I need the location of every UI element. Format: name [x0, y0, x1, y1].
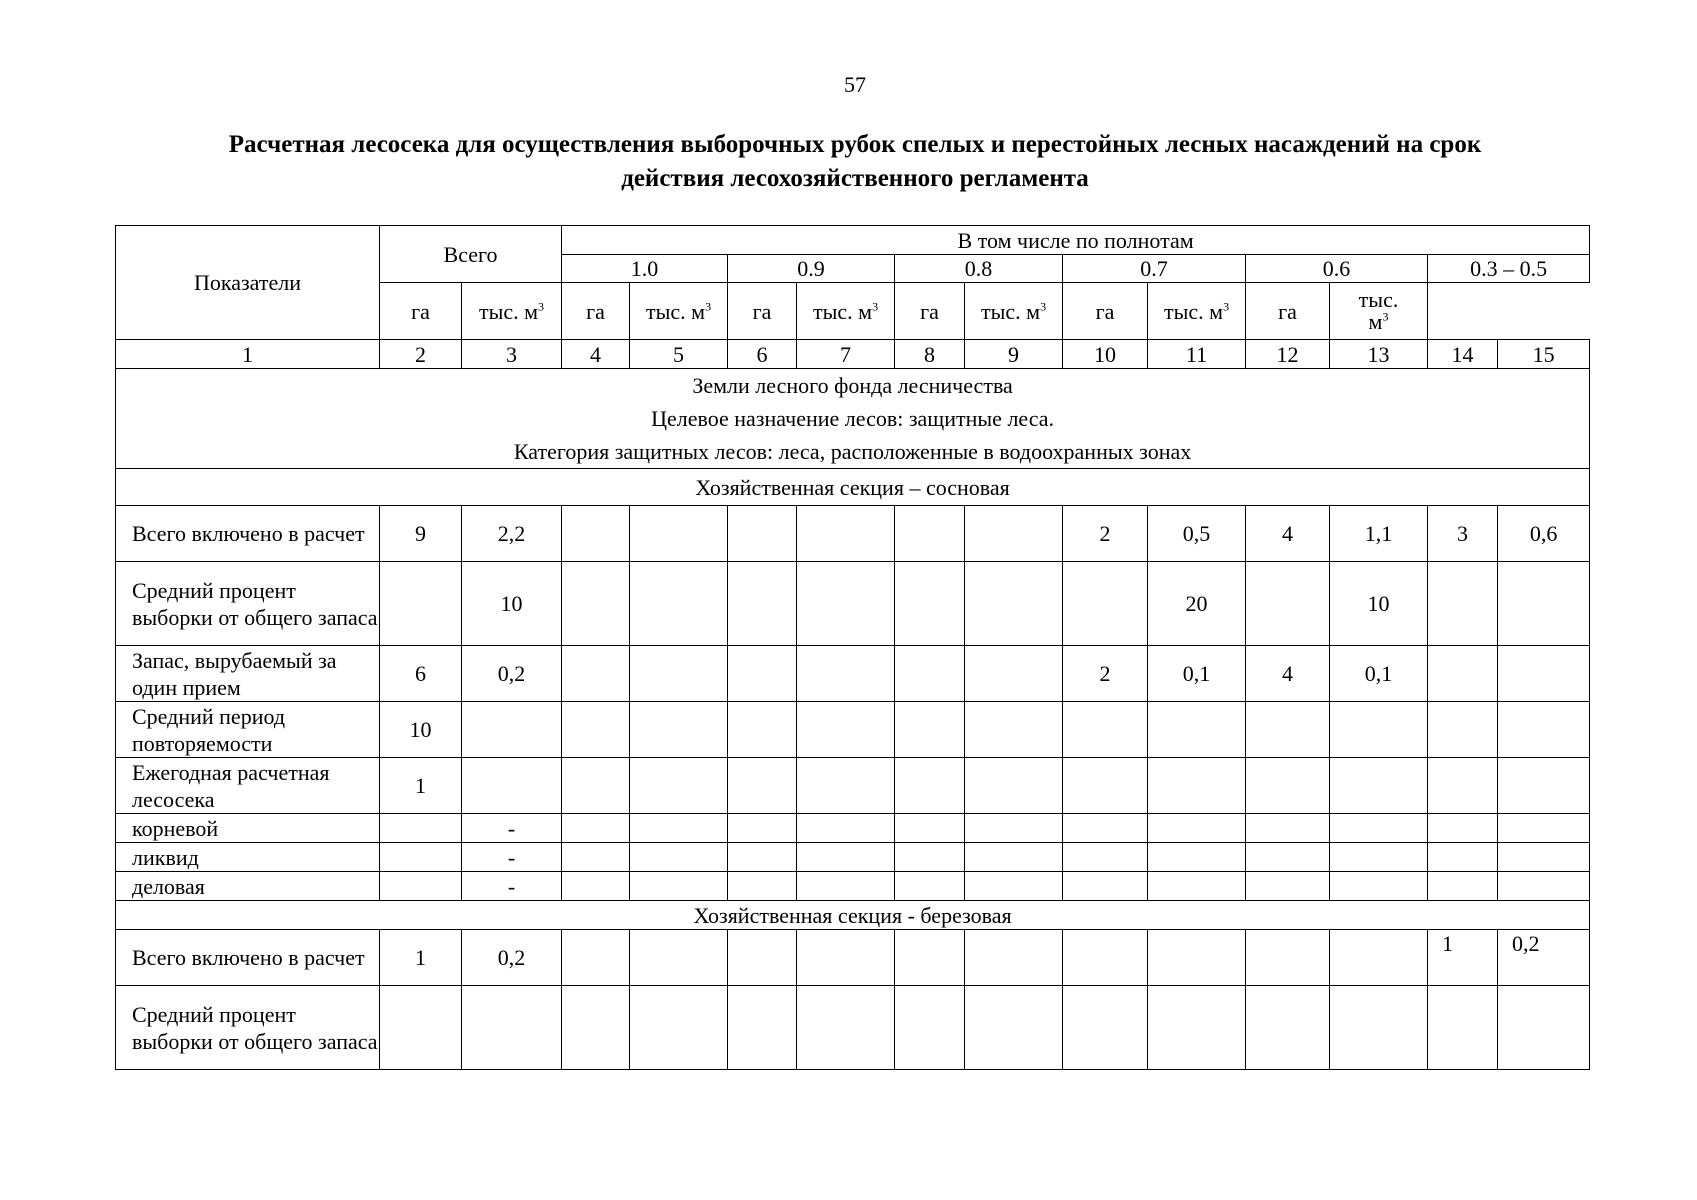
row-label: корневой: [116, 814, 380, 843]
table-cell: [1428, 986, 1498, 1070]
table-cell: [1330, 843, 1428, 872]
table-cell: [1063, 562, 1148, 646]
table-cell: 10: [462, 562, 562, 646]
table-cell: [728, 872, 797, 901]
row-label: Средний процент выборки от общего запаса: [116, 562, 380, 646]
unit-text: тыс. м: [812, 298, 873, 324]
table-cell: [895, 562, 965, 646]
table-cell: [462, 986, 562, 1070]
table-cell: [1246, 562, 1330, 646]
table-cell: 2,2: [462, 506, 562, 562]
table-cell: [1330, 872, 1428, 901]
table-cell: [630, 930, 728, 986]
table-row: [116, 872, 1590, 901]
table-cell: [1428, 758, 1498, 814]
table-cell: [380, 843, 462, 872]
table-row: [116, 758, 1590, 814]
unit-ha: га: [728, 283, 797, 340]
table-cell: [630, 843, 728, 872]
table-cell: [1498, 814, 1590, 843]
table-cell: [1428, 872, 1498, 901]
column-number: 8: [895, 340, 965, 369]
row-label: Всего включено в расчет: [116, 930, 380, 986]
density-group: 0.8: [895, 255, 1063, 283]
table-cell: [1428, 646, 1498, 702]
section-title-pine: Хозяйственная секция – сосновая: [116, 469, 1590, 506]
section-row: [116, 469, 1590, 506]
unit-superscript: 3: [1382, 309, 1389, 324]
table-row: [116, 646, 1590, 702]
table-cell: [1148, 843, 1246, 872]
table-cell: [380, 562, 462, 646]
table-cell: -: [462, 843, 562, 872]
table-cell: [895, 930, 965, 986]
column-number: 12: [1246, 340, 1330, 369]
table-cell: [895, 843, 965, 872]
table-cell: [1498, 872, 1590, 901]
table-cell: [728, 814, 797, 843]
row-label: Запас, вырубаемый за один прием: [116, 646, 380, 702]
unit-m: м: [1368, 309, 1383, 334]
table-cell: [965, 506, 1063, 562]
table-cell: [562, 646, 630, 702]
unit-superscript: 3: [538, 299, 545, 314]
unit-ha: га: [380, 283, 462, 340]
table-cell: [728, 646, 797, 702]
table-cell: 0,1: [1330, 646, 1428, 702]
table-cell: [1148, 930, 1246, 986]
unit-superscript: 3: [1223, 299, 1230, 314]
unit-ha: га: [562, 283, 630, 340]
note-line-3: Категория защитных лесов: леса, расположенные в водоохранных зонах: [513, 439, 1192, 464]
table-cell: [965, 758, 1063, 814]
table-row: [116, 986, 1590, 1070]
table-cell: 1: [380, 758, 462, 814]
table-cell: [630, 506, 728, 562]
density-group: 1.0: [562, 255, 728, 283]
table-cell: -: [462, 814, 562, 843]
table-cell: [1063, 872, 1148, 901]
table-cell: 0,2: [462, 646, 562, 702]
table-cell: [728, 702, 797, 758]
table-cell: [895, 814, 965, 843]
table-cell: [1498, 562, 1590, 646]
table-cell: [630, 814, 728, 843]
table-cell: [1498, 702, 1590, 758]
table-cell: [562, 872, 630, 901]
table-cell: [1246, 702, 1330, 758]
column-number: 9: [965, 340, 1063, 369]
table-cell: [562, 814, 630, 843]
table-cell: [1498, 646, 1590, 702]
table-cell: [1498, 843, 1590, 872]
unit-text: тыс. м: [1163, 298, 1224, 324]
unit-thousand-m3: [1330, 283, 1428, 340]
table-cell: [1330, 758, 1428, 814]
unit-thousand-m3: [462, 283, 562, 340]
table-cell: [965, 843, 1063, 872]
table-cell: [728, 930, 797, 986]
table-cell: [562, 986, 630, 1070]
table-cell: 1,1: [1330, 506, 1428, 562]
table-cell: 10: [380, 702, 462, 758]
column-number: 14: [1428, 340, 1498, 369]
table-cell: [728, 843, 797, 872]
unit-text: тыс. м: [980, 298, 1041, 324]
table-cell: 4: [1246, 646, 1330, 702]
column-number: 7: [797, 340, 895, 369]
table-cell: [1498, 758, 1590, 814]
table-cell: [1428, 814, 1498, 843]
page-number: 57: [844, 72, 866, 97]
column-number: 15: [1498, 340, 1590, 369]
table-cell: 20: [1148, 562, 1246, 646]
unit-text: тыс. м: [478, 298, 539, 324]
title-line-1: Расчетная лесосека для осуществления выборочных рубок спелых и перестойных лесных насаждений на срок: [228, 131, 1482, 158]
table-cell: 6: [380, 646, 462, 702]
column-number: 5: [630, 340, 728, 369]
table-cell: 0,5: [1148, 506, 1246, 562]
table-cell: [1330, 986, 1428, 1070]
table-cell: [562, 930, 630, 986]
row-label: деловая: [116, 872, 380, 901]
table-cell: [1148, 872, 1246, 901]
table-cell: [1246, 986, 1330, 1070]
table-cell: [895, 872, 965, 901]
unit-superscript: 3: [872, 299, 879, 314]
table-cell: [895, 506, 965, 562]
row-label: Ежегодная расчетная лесосека: [116, 758, 380, 814]
table-body: [116, 226, 1590, 1070]
table-cell: [462, 702, 562, 758]
unit-thousand-m3: [1148, 283, 1246, 340]
table-cell: [1063, 930, 1148, 986]
density-group: 0.7: [1063, 255, 1246, 283]
table-row: [116, 506, 1590, 562]
table-cell: 0,1: [1148, 646, 1246, 702]
table-row: [116, 843, 1590, 872]
table-cell: [1148, 702, 1246, 758]
unit-thousand-m3: [797, 283, 895, 340]
section-title-birch: Хозяйственная секция - березовая: [116, 901, 1590, 930]
unit-thousand-m3: [630, 283, 728, 340]
table-cell: [462, 758, 562, 814]
table-cell: 10: [1330, 562, 1428, 646]
document-title: [130, 128, 1580, 196]
table-cell: [797, 814, 895, 843]
column-number: 10: [1063, 340, 1148, 369]
section-row: [116, 901, 1590, 930]
header-row-1: [116, 226, 1590, 255]
unit-superscript: 3: [705, 299, 712, 314]
table-cell: [965, 986, 1063, 1070]
classification-note: [116, 369, 1590, 469]
table-cell: [562, 506, 630, 562]
header-total: Всего: [380, 226, 562, 283]
table-cell: 3: [1428, 506, 1498, 562]
table-cell: 1: [1428, 930, 1498, 986]
unit-ha: га: [895, 283, 965, 340]
table-cell: [630, 872, 728, 901]
table-cell: 0,2: [462, 930, 562, 986]
table-cell: [1428, 702, 1498, 758]
row-label: ликвид: [116, 843, 380, 872]
column-number: 6: [728, 340, 797, 369]
table-cell: [728, 506, 797, 562]
column-number: 2: [380, 340, 462, 369]
table-cell: [1246, 758, 1330, 814]
table-cell: [895, 758, 965, 814]
note-line-1: Земли лесного фонда лесничества: [692, 373, 1013, 398]
table-cell: [797, 986, 895, 1070]
table-cell: [1246, 930, 1330, 986]
table-row: [116, 814, 1590, 843]
table-cell: [1498, 986, 1590, 1070]
table-cell: [1063, 986, 1148, 1070]
table-cell: [380, 986, 462, 1070]
header-by-density: В том числе по полнотам: [562, 226, 1590, 255]
table-cell: [1063, 814, 1148, 843]
table-cell: [797, 702, 895, 758]
column-number: 11: [1148, 340, 1246, 369]
density-group: 0.9: [728, 255, 895, 283]
table-cell: [895, 646, 965, 702]
table-cell: [562, 843, 630, 872]
table-cell: [797, 646, 895, 702]
table-cell: [1148, 758, 1246, 814]
table-cell: [728, 986, 797, 1070]
table-cell: [797, 758, 895, 814]
table-cell: [797, 562, 895, 646]
unit-ha: га: [1063, 283, 1148, 340]
table-cell: [1063, 702, 1148, 758]
table-cell: [1428, 562, 1498, 646]
table-cell: [1428, 843, 1498, 872]
column-number-row: [116, 340, 1590, 369]
table-cell: 0,6: [1498, 506, 1590, 562]
table-cell: [562, 562, 630, 646]
unit-thousand-m3: [965, 283, 1063, 340]
unit-m-line: [1330, 311, 1427, 333]
density-group: 0.3 – 0.5: [1428, 255, 1590, 283]
table-cell: [965, 562, 1063, 646]
column-number: 13: [1330, 340, 1428, 369]
table-row: [116, 562, 1590, 646]
note-line-2: Целевое назначение лесов: защитные леса.: [651, 406, 1055, 431]
table-cell: [1330, 930, 1428, 986]
table-row: [116, 930, 1590, 986]
row-label: Средний период повторяемости: [116, 702, 380, 758]
table-cell: 9: [380, 506, 462, 562]
table-cell: [630, 702, 728, 758]
table-cell: [630, 646, 728, 702]
table-cell: [728, 562, 797, 646]
table-cell: [965, 814, 1063, 843]
table-cell: [965, 646, 1063, 702]
table-cell: [1148, 814, 1246, 843]
column-number: 4: [562, 340, 630, 369]
table-cell: 4: [1246, 506, 1330, 562]
unit-superscript: 3: [1040, 299, 1047, 314]
table-cell: 1: [380, 930, 462, 986]
note-row: [116, 369, 1590, 469]
table-cell: [1246, 843, 1330, 872]
table-cell: [1148, 986, 1246, 1070]
title-line-2: действия лесохозяйственного регламента: [621, 165, 1089, 192]
table-cell: [895, 702, 965, 758]
table-cell: [965, 930, 1063, 986]
table-cell: -: [462, 872, 562, 901]
table-row: [116, 702, 1590, 758]
table-cell: [630, 562, 728, 646]
density-group: 0.6: [1246, 255, 1428, 283]
table-cell: [965, 702, 1063, 758]
table-cell: [1063, 758, 1148, 814]
table-cell: [1330, 814, 1428, 843]
allowable-cut-table: [115, 225, 1590, 1070]
row-label: Всего включено в расчет: [116, 506, 380, 562]
table-cell: [380, 814, 462, 843]
table-cell: [1063, 843, 1148, 872]
table-cell: 0,2: [1498, 930, 1590, 986]
table-cell: [1330, 702, 1428, 758]
unit-text: тыс.: [1358, 287, 1399, 312]
table-cell: [562, 758, 630, 814]
row-label: Средний процент выборки от общего запаса: [116, 986, 380, 1070]
column-number: 1: [116, 340, 380, 369]
table-cell: [797, 930, 895, 986]
column-number: 3: [462, 340, 562, 369]
table-cell: [797, 506, 895, 562]
table-cell: [562, 702, 630, 758]
table-cell: [728, 758, 797, 814]
unit-text: тыс. м: [645, 298, 706, 324]
table-cell: [380, 872, 462, 901]
table-cell: [1246, 872, 1330, 901]
table-cell: [895, 986, 965, 1070]
table-cell: 2: [1063, 506, 1148, 562]
table-cell: [797, 872, 895, 901]
table-cell: [630, 986, 728, 1070]
unit-ha: га: [1246, 283, 1330, 340]
table-cell: 2: [1063, 646, 1148, 702]
header-indicators: Показатели: [116, 226, 380, 340]
table-cell: [965, 872, 1063, 901]
table-cell: [1246, 814, 1330, 843]
table-cell: [797, 843, 895, 872]
table-cell: [630, 758, 728, 814]
